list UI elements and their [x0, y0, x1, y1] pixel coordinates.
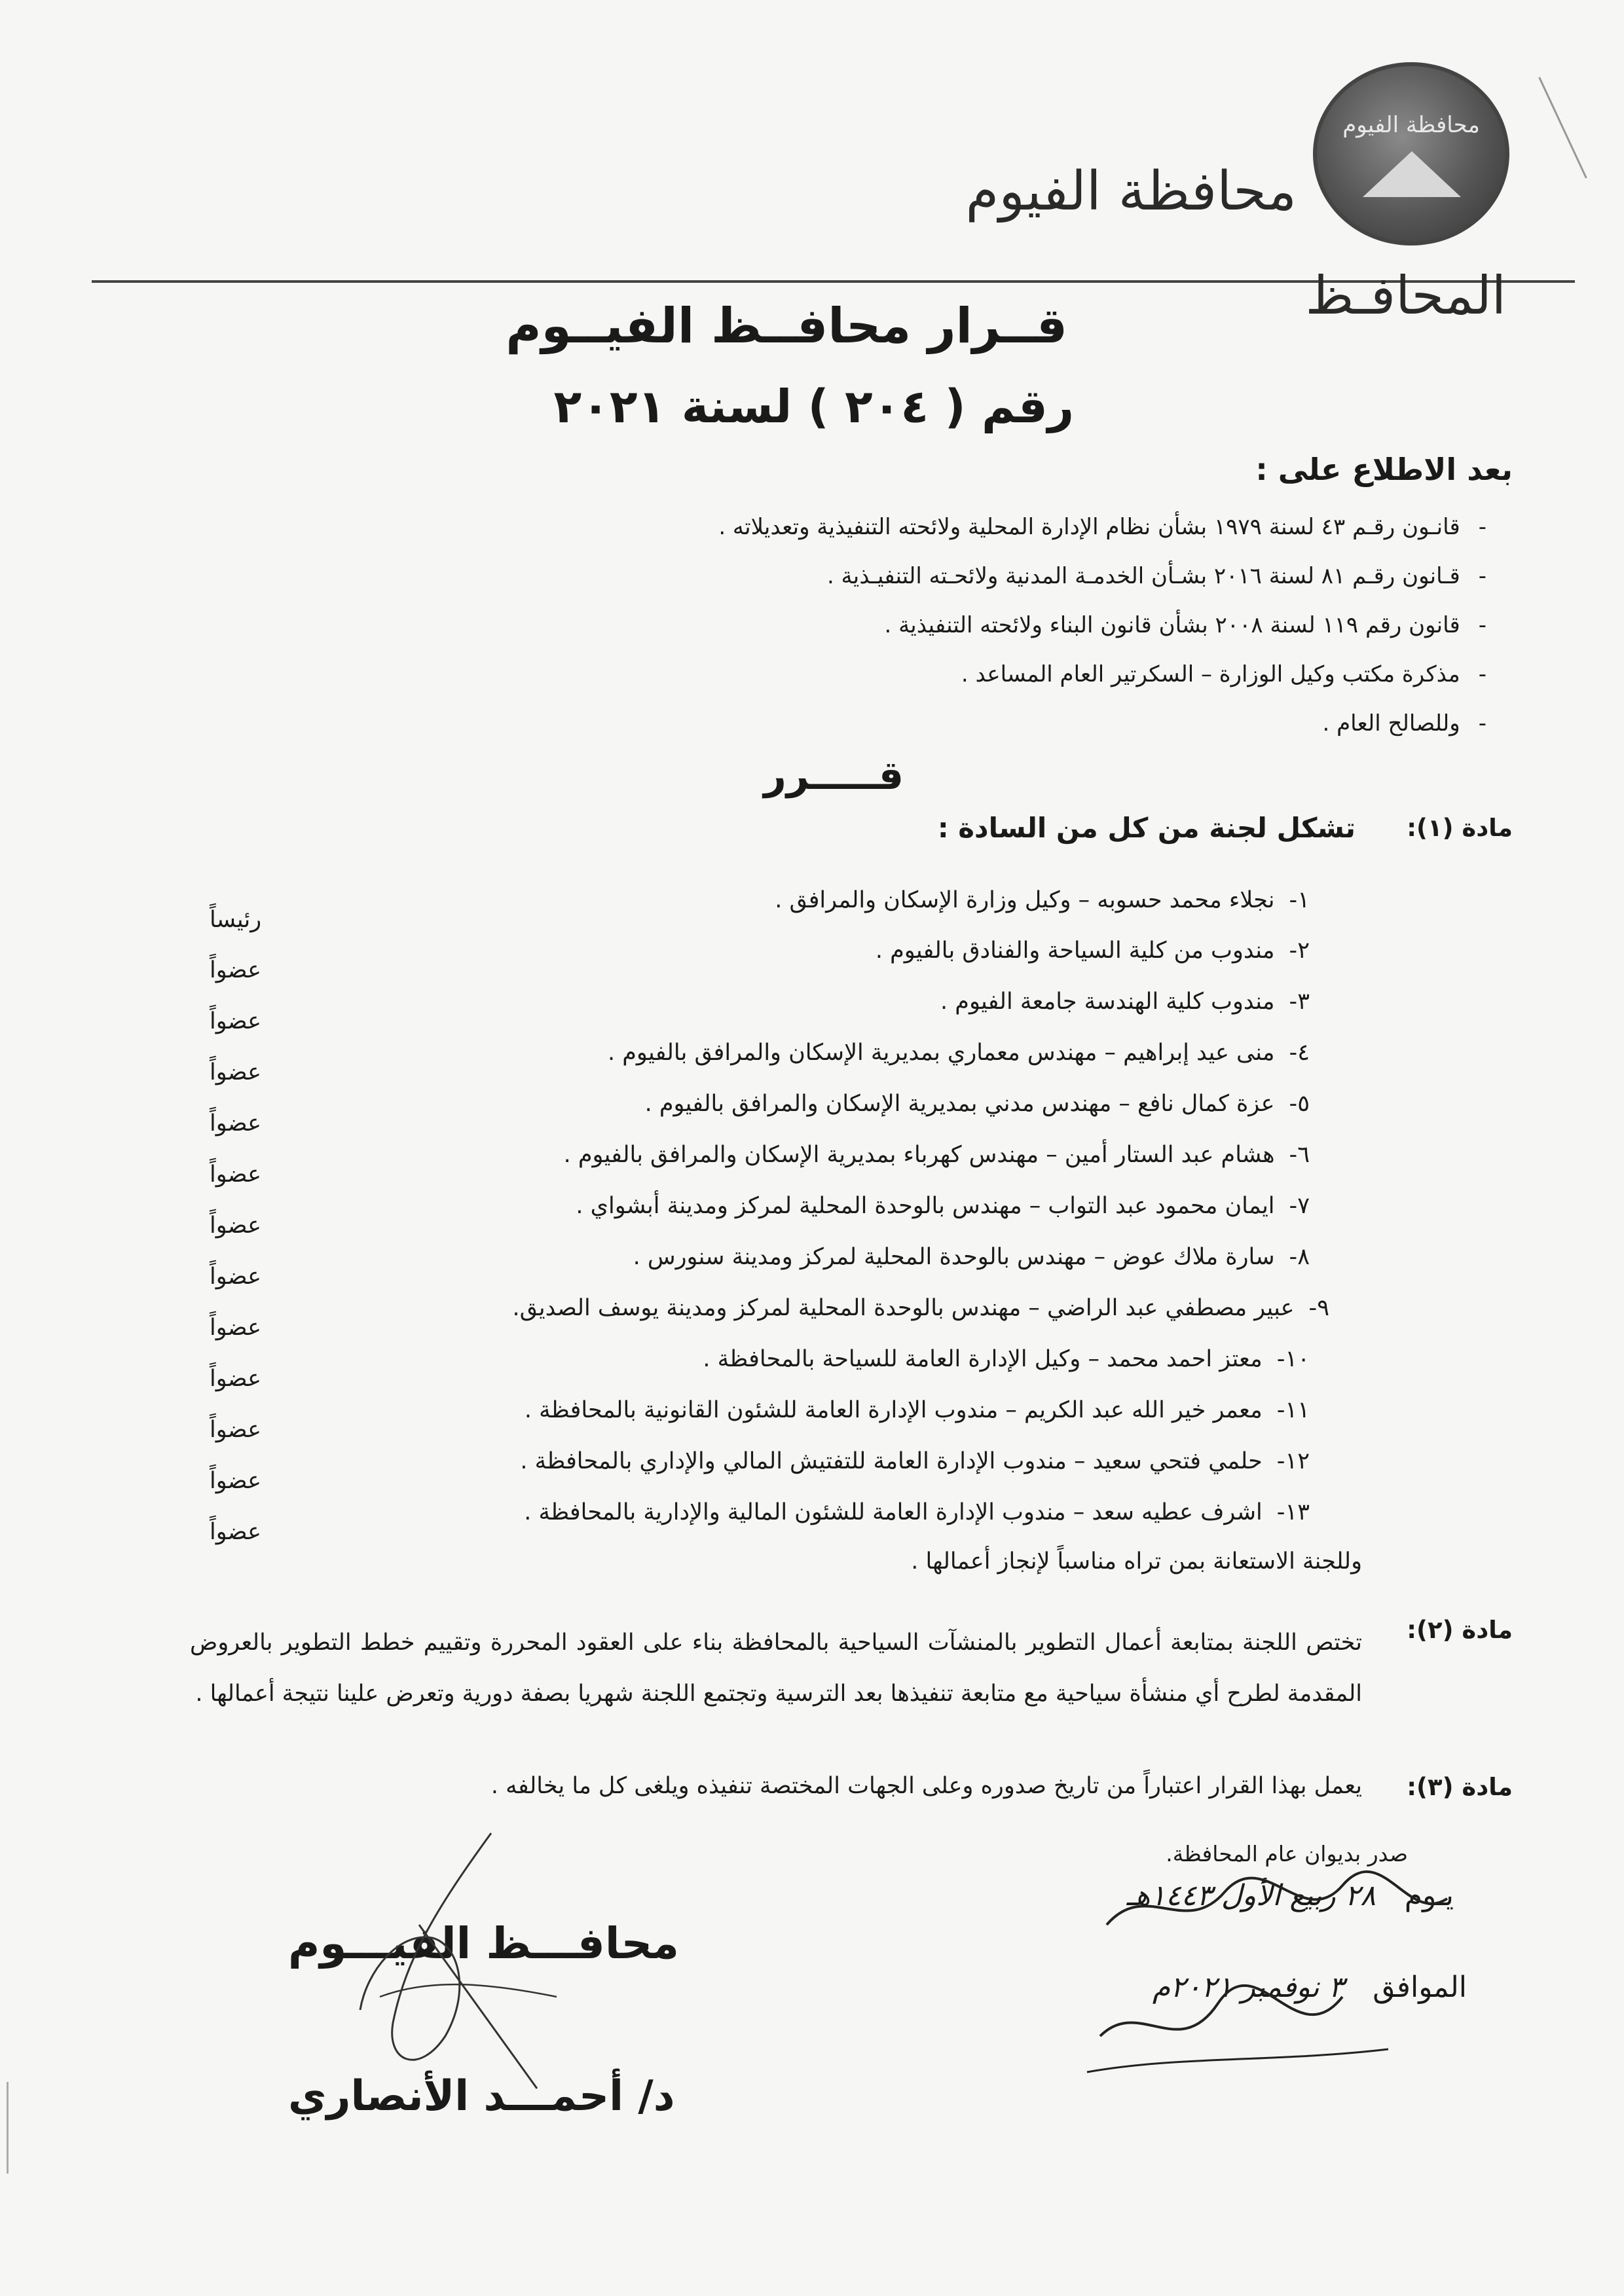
member-row: ٣-مندوب كلية الهندسة جامعة الفيوم .: [940, 989, 1310, 1015]
member-role: عضواً: [210, 1212, 262, 1239]
member-row: ١٢-حلمي فتحي سعيد – مندوب الإدارة العامة للتفتيش المالي والإداري بالمحافظة .: [520, 1448, 1310, 1474]
handwritten-signature: [341, 1827, 576, 2102]
signatory-name: د/ أحمـــد الأنصاري: [288, 2072, 675, 2121]
decree-number: رقم ( ٢٠٤ ) لسنة ٢٠٢١: [553, 380, 1074, 433]
issued-at: صدر بديوان عام المحافظة.: [1166, 1841, 1408, 1867]
article-3-label: مادة (٣):: [1407, 1773, 1513, 1801]
member-row: ٢-مندوب من كلية السياحة والفنادق بالفيوم .: [875, 938, 1310, 964]
article-2-label: مادة (٢):: [1407, 1616, 1513, 1644]
member-role: عضواً: [210, 1519, 262, 1545]
decided-heading: قـــــرر: [764, 753, 904, 799]
governorate-name: محافظة الفيوم: [965, 160, 1297, 223]
corresponding-label: الموافق: [1373, 1971, 1467, 2004]
office-label: المحافـظ: [1305, 265, 1506, 326]
signatory-title: محافـــظ الفيـــوم: [288, 1918, 680, 1969]
member-role: رئيساً: [210, 907, 262, 933]
member-role: عضواً: [210, 1110, 262, 1137]
article-3-text: يعمل بهذا القرار اعتباراً من تاريخ صدوره وعلى الجهات المختصة تنفيذه ويلغى كل ما يخالفه .: [490, 1773, 1362, 1799]
preamble-intro: بعد الاطلاع على :: [1255, 452, 1513, 487]
hijri-date: ٢٨ ربيع الأول ١٤٤٣هـ: [1126, 1879, 1376, 1912]
seal-text: محافظة الفيوم: [1342, 112, 1480, 138]
member-row: ١-نجلاء محمد حسوبه – وكيل وزارة الإسكان والمرافق .: [775, 887, 1310, 913]
seal-emblem: [1363, 151, 1461, 197]
member-role: عضواً: [210, 1059, 262, 1085]
handwritten-date-ink: [1094, 1866, 1460, 1944]
article-2-text: تختص اللجنة بمتابعة أعمال التطوير بالمنشآت السياحية بالمحافظة بناء على العقود المحررة وتقييم خطط التطوير بالعروض المقدمة لطرح أي منشأة سياحية مع متابعة تنفيذها بعد الترسية وتجتمع اللجنة شهريا بصفة دورية وتعرض علينا نتيجة أعمالها .: [190, 1630, 1362, 1707]
day-label: يـوم: [1404, 1879, 1454, 1912]
member-row: ٤-منى عيد إبراهيم – مهندس معماري بمديرية الإسكان والمرافق بالفيوم .: [608, 1040, 1310, 1066]
member-row: ٧-ايمان محمود عبد التواب – مهندس بالوحدة المحلية لمركز ومدينة أبشواي .: [576, 1193, 1310, 1219]
committee-assistance-note: وللجنة الاستعانة بمن تراه مناسباً لإنجاز أعمالها .: [911, 1548, 1362, 1575]
handwritten-date-ink: [1080, 1958, 1395, 2082]
member-role: عضواً: [210, 1417, 262, 1443]
reference-item: -قانون رقم ١١٩ لسنة ٢٠٠٨ بشأن قانون البناء ولائحته التنفيذية .: [884, 612, 1486, 638]
scan-edge-mark: [7, 2082, 9, 2174]
member-role: عضواً: [210, 1008, 262, 1034]
member-role: عضواً: [210, 1264, 262, 1290]
gregorian-date: ٣ نوفمبر ٢٠٢١م: [1152, 1971, 1344, 2004]
member-row: ١١-معمر خير الله عبد الكريم – مندوب الإدارة العامة للشئون القانونية بالمحافظة .: [524, 1397, 1310, 1423]
scan-mark: [1538, 77, 1587, 178]
member-row: ٨-سارة ملاك عوض – مهندس بالوحدة المحلية لمركز ومدينة سنورس .: [633, 1244, 1310, 1270]
member-role: عضواً: [210, 1315, 262, 1341]
member-role: عضواً: [210, 1161, 262, 1188]
article-1-heading: تشكل لجنة من كل من السادة :: [937, 812, 1356, 844]
member-row: ١٠-معتز احمد محمد – وكيل الإدارة العامة للسياحة بالمحافظة .: [703, 1346, 1310, 1372]
member-role: عضواً: [210, 957, 262, 983]
member-row: ٦-هشام عبد الستار أمين – مهندس كهرباء بمديرية الإسكان والمرافق بالفيوم .: [563, 1142, 1310, 1168]
member-row: ٥-عزة كمال نافع – مهندس مدني بمديرية الإسكان والمرافق بالفيوم .: [644, 1091, 1310, 1117]
reference-item: -وللصالح العام .: [1322, 710, 1486, 737]
article-1-label: مادة (١):: [1407, 814, 1513, 842]
reference-item: -مذكرة مكتب وكيل الوزارة – السكرتير العام المساعد .: [961, 661, 1486, 687]
member-row: ٩-عبير مصطفي عبد الراضي – مهندس بالوحدة المحلية لمركز ومدينة يوسف الصديق.: [512, 1295, 1329, 1321]
reference-item: -قانـون رقـم ٤٣ لسنة ١٩٧٩ بشأن نظام الإدارة المحلية ولائحته التنفيذية وتعديلاته .: [718, 514, 1486, 540]
member-row: ١٣-اشرف عطيه سعد – مندوب الإدارة العامة للشئون المالية والإدارية بالمحافظة .: [524, 1499, 1310, 1525]
member-role: عضواً: [210, 1468, 262, 1494]
decree-title: قــرار محافــظ الفيــوم: [506, 298, 1067, 354]
member-role: عضواً: [210, 1366, 262, 1392]
governorate-seal: [1313, 62, 1509, 246]
reference-item: -قـانون رقـم ٨١ لسنة ٢٠١٦ بشـأن الخدمـة المدنية ولائحـته التنفيـذية .: [826, 563, 1486, 589]
